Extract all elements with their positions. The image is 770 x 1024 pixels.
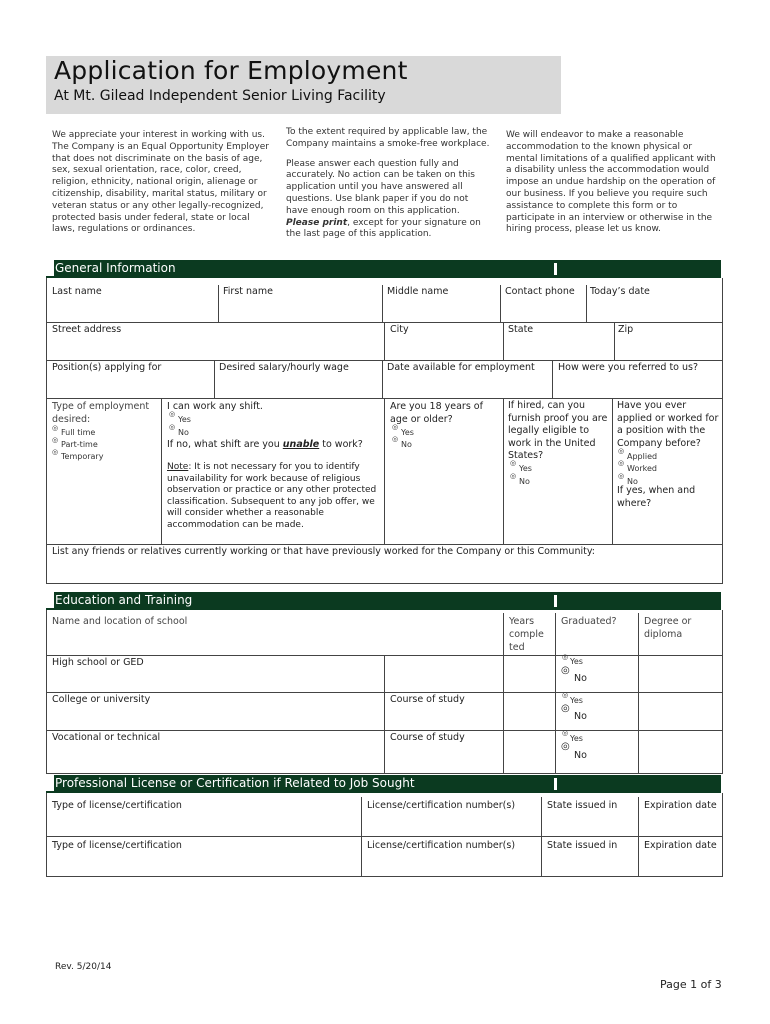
temporary-label: Temporary	[61, 452, 104, 461]
section-title-general: General Information	[55, 261, 176, 275]
instructions-text: Please answer each question fully and accurately. No action can be taken on this application until you have answered all questions. Use blank paper if you do not have enough room on this application. Please print, except for your signature on the last page of this application.	[286, 158, 481, 240]
age-no-radio[interactable]: ◎	[392, 435, 399, 443]
employment-type-label: Type of employment	[52, 401, 150, 412]
section-bar-license	[46, 775, 721, 793]
applied-no-radio[interactable]: ◎	[618, 472, 625, 480]
applied-before-question: Have you ever applied or worked for a position with the Company before?	[617, 400, 719, 449]
city-label: City	[390, 324, 409, 335]
college-grad-yes-radio[interactable]: ◎	[562, 691, 569, 699]
middle-name-field[interactable]	[383, 297, 499, 321]
college-grad-no-label: No	[574, 711, 587, 722]
years-completed-header-3: ted	[509, 642, 525, 653]
street-address-field[interactable]	[47, 336, 383, 359]
middle-name-label: Middle name	[387, 286, 449, 297]
license-state-label-2: State issued in	[547, 840, 618, 851]
degree-header: Degree or	[644, 616, 692, 627]
college-grad-no-radio[interactable]: ◎	[561, 703, 570, 714]
any-shift-no-radio[interactable]: ◎	[169, 423, 176, 431]
years-completed-header-2: comple	[509, 629, 544, 640]
school-name-header: Name and location of school	[52, 616, 188, 627]
applied-no-label: No	[627, 477, 638, 486]
friends-relatives-label: List any friends or relatives currently working or that have previously worked for the Company or this Community:	[52, 546, 595, 557]
last-name-label: Last name	[52, 286, 102, 297]
any-shift-yes-radio[interactable]: ◎	[169, 410, 176, 418]
hs-grad-no-label: No	[574, 673, 587, 684]
referred-field[interactable]	[553, 374, 721, 397]
part-time-label: Part-time	[61, 440, 98, 449]
contact-phone-label: Contact phone	[505, 286, 575, 297]
page-subtitle: At Mt. Gilead Independent Senior Living Facility	[54, 88, 386, 104]
date-available-field[interactable]	[383, 374, 551, 397]
intro-eeo: We appreciate your interest in working with us. The Company is an Equal Opportunity Employer that does not discriminate on the basis of age, sex, sexual orientation, race, color, creed, religion, ethnicity, national origin, alienage or citizenship, disability, marital status, military or veteran status or any other legally-recognized, protected basis under federal, state or local laws, regulations or ordinances.	[52, 130, 269, 235]
section-title-education: Education and Training	[55, 593, 193, 607]
age-no-label: No	[401, 440, 412, 449]
college-course-label: Course of study	[390, 694, 465, 705]
graduated-header: Graduated?	[561, 616, 617, 627]
hs-grad-no-radio[interactable]: ◎	[561, 665, 570, 676]
part-time-radio[interactable]: ◎	[52, 436, 59, 444]
voc-grad-no-radio[interactable]: ◎	[561, 741, 570, 752]
positions-label: Position(s) applying for	[52, 362, 162, 373]
degree-header-2: diploma	[644, 629, 683, 640]
if-yes-when-where: If yes, when and where?	[617, 485, 696, 509]
voc-grad-yes-radio[interactable]: ◎	[562, 729, 569, 737]
eligible-yes-radio[interactable]: ◎	[510, 459, 517, 467]
todays-date-field[interactable]	[587, 297, 721, 321]
any-shift-label: I can work any shift.	[167, 401, 263, 412]
applied-label: Applied	[627, 452, 658, 461]
license-number-label-2: License/certification number(s)	[367, 840, 516, 851]
friends-relatives-field[interactable]	[47, 558, 721, 582]
worked-radio[interactable]: ◎	[618, 459, 625, 467]
license-type-label-2: Type of license/certification	[52, 840, 182, 851]
date-available-label: Date available for employment	[387, 362, 535, 373]
vocational-course-label: Course of study	[390, 732, 465, 743]
section-bar-general	[46, 260, 721, 278]
religious-note: Note: It is not necessary for you to identify unavailability for work because of religious observation or practice or any other protected classification. Subsequent to any job offer, we will consider whether a reasonable accommodation can be made.	[167, 462, 377, 530]
unable-shift-question: If no, what shift are you unable to work?	[167, 439, 363, 450]
worked-label: Worked	[627, 464, 657, 473]
temporary-radio[interactable]: ◎	[52, 448, 59, 456]
license-expiration-label-1: Expiration date	[644, 800, 717, 811]
section-title-license: Professional License or Certification if Related to Job Sought	[55, 776, 415, 790]
zip-field[interactable]	[615, 336, 721, 359]
state-label: State	[508, 324, 534, 335]
voc-grad-yes-label: Yes	[570, 734, 583, 743]
age-question-2: age or older?	[390, 414, 453, 425]
age-yes-radio[interactable]: ◎	[392, 423, 399, 431]
smoke-free-text: To the extent required by applicable law, the Company maintains a smoke-free workplace.	[286, 127, 490, 149]
referred-label: How were you referred to us?	[558, 362, 699, 373]
last-name-field[interactable]	[47, 297, 217, 321]
todays-date-label: Today’s date	[590, 286, 650, 297]
employment-type-label-2: desired:	[52, 414, 91, 425]
license-number-label-1: License/certification number(s)	[367, 800, 516, 811]
contact-phone-field[interactable]	[501, 297, 585, 321]
license-state-label-1: State issued in	[547, 800, 618, 811]
vocational-label: Vocational or technical	[52, 732, 161, 743]
age-question: Are you 18 years of	[390, 401, 483, 412]
revision-date: Rev. 5/20/14	[55, 962, 112, 972]
intro-instructions	[286, 127, 490, 249]
intro-accommodation: We will endeavor to make a reasonable accommodation to the known physical or mental limitations of a qualified applicant with a disability unless the accommodation would impose an undue hardship on the operation of our business. If you believe you require such assistance to complete this form or to participate in an interview or otherwise in the hiring process, please let us know.	[506, 130, 716, 235]
full-time-radio[interactable]: ◎	[52, 424, 59, 432]
hs-grad-yes-label: Yes	[570, 657, 583, 666]
street-address-label: Street address	[52, 324, 122, 335]
full-time-label: Full time	[61, 428, 96, 437]
applied-radio[interactable]: ◎	[618, 447, 625, 455]
city-field[interactable]	[385, 336, 502, 359]
first-name-label: First name	[223, 286, 273, 297]
hs-grad-yes-radio[interactable]: ◎	[562, 653, 569, 661]
any-shift-yes-label: Yes	[178, 415, 191, 424]
zip-label: Zip	[618, 324, 634, 335]
college-grad-yes-label: Yes	[570, 696, 583, 705]
voc-grad-no-label: No	[574, 750, 587, 761]
college-label: College or university	[52, 694, 151, 705]
salary-field[interactable]	[215, 374, 381, 397]
high-school-label: High school or GED	[52, 657, 144, 668]
state-field[interactable]	[504, 336, 613, 359]
eligible-yes-label: Yes	[519, 464, 532, 473]
license-expiration-label-2: Expiration date	[644, 840, 717, 851]
any-shift-no-label: No	[178, 428, 189, 437]
section-bar-education	[46, 592, 721, 610]
age-yes-label: Yes	[401, 428, 414, 437]
positions-field[interactable]	[47, 374, 213, 397]
page-number: Page 1 of 3	[660, 978, 722, 991]
license-type-label-1: Type of license/certification	[52, 800, 182, 811]
eligible-no-label: No	[519, 477, 530, 486]
page-title: Application for Employment	[54, 56, 408, 85]
eligibility-question: If hired, can you furnish proof you are legally eligible to work in the United States?	[508, 400, 608, 461]
eligible-no-radio[interactable]: ◎	[510, 472, 517, 480]
first-name-field[interactable]	[219, 297, 381, 321]
years-completed-header: Years	[509, 616, 535, 627]
salary-label: Desired salary/hourly wage	[219, 362, 349, 373]
